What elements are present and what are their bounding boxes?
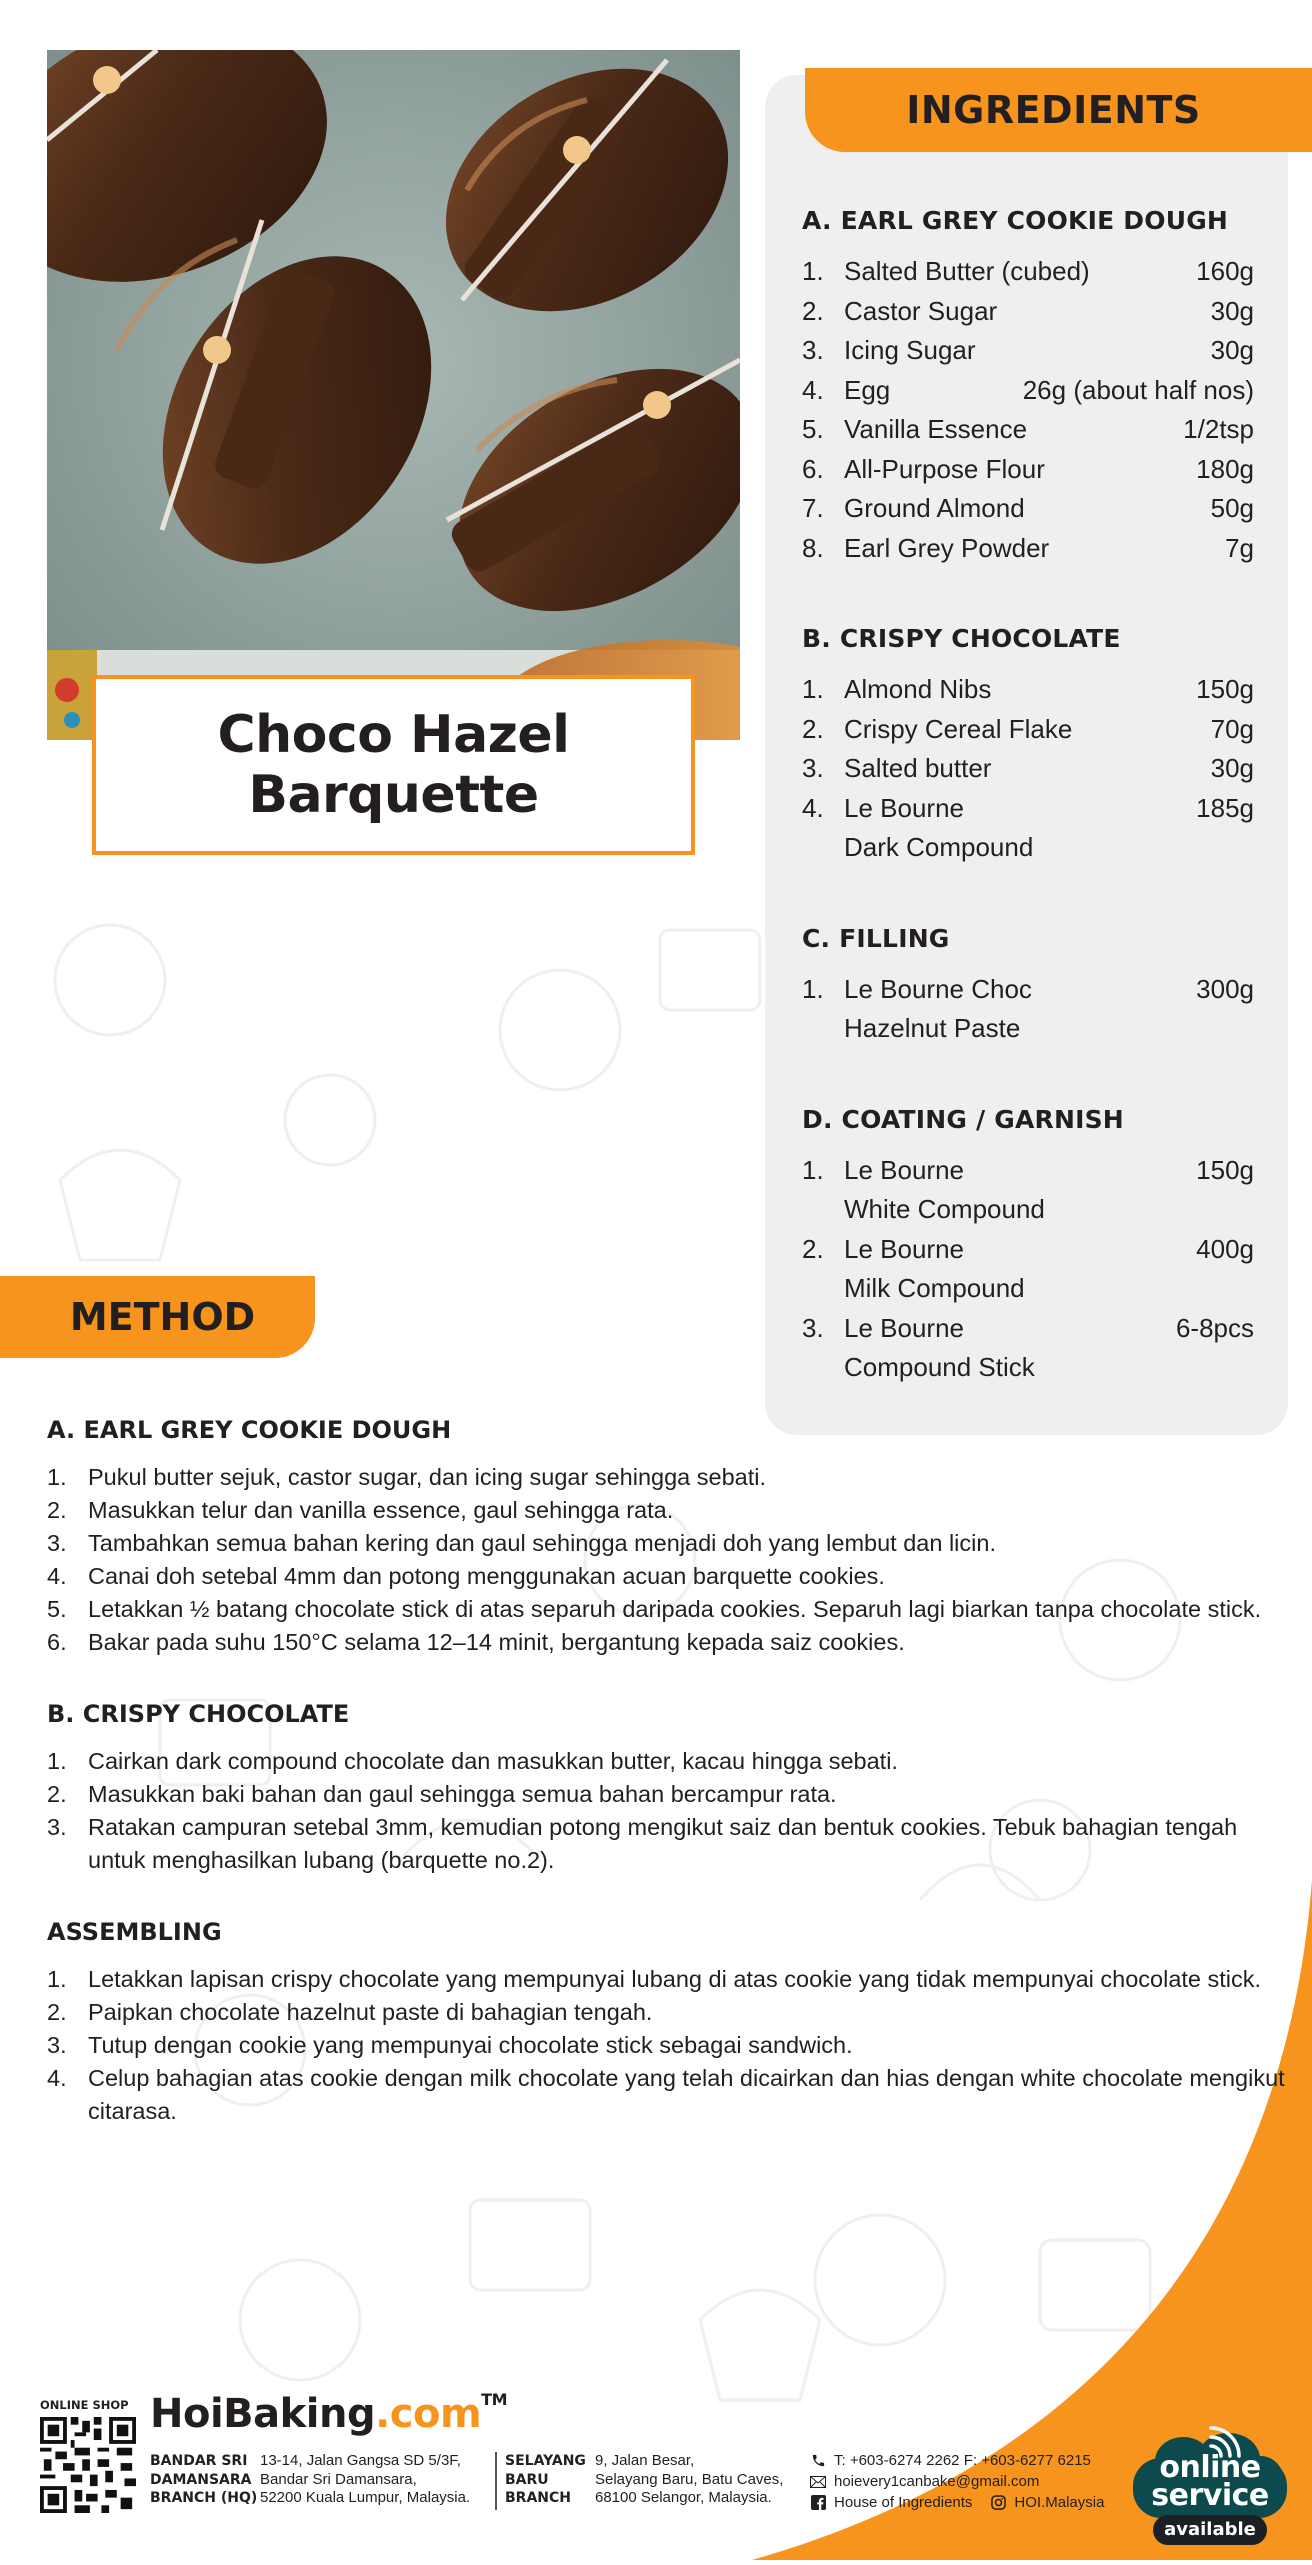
contact-social-row xyxy=(810,2492,1104,2513)
recipe-title-line1: Choco Hazel xyxy=(217,705,570,765)
address-line: 68100 Selangor, Malaysia. xyxy=(595,2489,772,2506)
ingredient-item-continued xyxy=(802,828,1254,868)
ingredient-quantity: 185g xyxy=(1196,792,1254,823)
recipe-title-card xyxy=(92,675,695,855)
branch-name-line: SELAYANG xyxy=(505,2453,586,2469)
step-text: Bakar pada suhu 150°C selama 12–14 minit, bergantung kepada saiz cookies. xyxy=(88,1629,905,1655)
ingredient-number: 4. xyxy=(802,792,824,823)
step-text: Tambahkan semua bahan kering dan gaul sehingga menjadi doh yang lembut dan licin. xyxy=(88,1530,996,1556)
branch-selayang xyxy=(495,2452,783,2510)
ingredient-name: Earl Grey Powder xyxy=(844,532,1050,563)
ingredient-item xyxy=(802,489,1254,529)
step-number: 3. xyxy=(47,1814,67,1840)
ingredient-number: 2. xyxy=(802,1233,824,1264)
method-section xyxy=(47,1405,1297,1659)
branch-hq xyxy=(150,2452,470,2508)
step-number: 1. xyxy=(47,1966,67,1992)
method-section-title: B. CRISPY CHOCOLATE xyxy=(47,1700,350,1728)
branch-name xyxy=(505,2452,595,2510)
ingredient-item xyxy=(802,292,1254,332)
method-step xyxy=(47,1745,1297,1778)
address-line: Bandar Sri Damansara, xyxy=(260,2470,417,2488)
ingredient-quantity: 150g xyxy=(1196,1154,1254,1185)
ingredient-item xyxy=(802,252,1254,292)
ingredient-quantity: 400g xyxy=(1196,1233,1254,1264)
qr-code-icon[interactable] xyxy=(40,2417,136,2513)
branch-address xyxy=(260,2452,470,2508)
method-step xyxy=(47,1626,1297,1659)
ingredient-section xyxy=(802,908,1254,1049)
step-number: 4. xyxy=(47,2065,67,2091)
ingredient-item xyxy=(802,331,1254,371)
branch-name-line: BRANCH (HQ) xyxy=(150,2490,258,2506)
ingredient-item xyxy=(802,529,1254,569)
step-number: 3. xyxy=(47,2032,67,2058)
ingredient-number: 3. xyxy=(802,335,824,365)
ingredient-name-line2: Compound Stick xyxy=(844,1352,1035,1382)
method-step xyxy=(47,2062,1297,2128)
method-step xyxy=(47,1494,1297,1527)
address-line: 13-14, Jalan Gangsa SD 5/3F, xyxy=(260,2452,461,2469)
ingredient-quantity: 160g xyxy=(1196,256,1254,286)
online-shop-label: ONLINE SHOP xyxy=(40,2398,129,2412)
method-step xyxy=(47,1461,1297,1494)
ingredient-item xyxy=(802,1230,1254,1270)
ingredient-name: Castor Sugar xyxy=(844,295,998,326)
step-number: 3. xyxy=(47,1530,67,1556)
ingredient-item xyxy=(802,789,1254,829)
ingredient-name-line2: Hazelnut Paste xyxy=(844,1013,1021,1043)
method-step xyxy=(47,1996,1297,2029)
ingredient-item-continued xyxy=(802,1009,1254,1049)
facebook-icon xyxy=(810,2495,826,2511)
step-number: 4. xyxy=(47,1563,67,1589)
ingredient-name: Vanilla Essence xyxy=(844,414,1028,444)
ingredient-number: 4. xyxy=(802,374,824,405)
step-text: Tutup dengan cookie yang mempunyai chocolate stick sebagai sandwich. xyxy=(88,2032,853,2058)
address-line: 9, Jalan Besar, xyxy=(595,2452,695,2469)
ingredient-quantity: 6-8pcs xyxy=(1175,1312,1254,1343)
branch-name-line: BARU xyxy=(505,2471,549,2488)
method-section xyxy=(47,1689,1297,1877)
contact-info xyxy=(810,2450,1104,2513)
contact-phone-row xyxy=(810,2450,1104,2471)
ingredient-name: Salted Butter (cubed) xyxy=(844,256,1090,286)
badge-line2: service xyxy=(1151,2478,1269,2513)
method-section-title: A. EARL GREY COOKIE DOUGH xyxy=(47,1416,452,1444)
branch-name-line: DAMANSARA xyxy=(150,2471,252,2488)
address-line: Selayang Baru, Batu Caves, xyxy=(595,2470,784,2488)
method-heading: METHOD xyxy=(69,1295,256,1339)
ingredient-section-title: C. FILLING xyxy=(802,923,950,953)
ingredient-item-continued xyxy=(802,1348,1254,1388)
method-step xyxy=(47,2029,1297,2062)
ingredients-list xyxy=(802,190,1254,1428)
ingredient-number: 1. xyxy=(802,973,824,1004)
footer xyxy=(0,2390,1312,2560)
ingredient-name-line2: Milk Compound xyxy=(844,1273,1025,1303)
badge-line3: available xyxy=(1164,2519,1256,2540)
branch-name-line: BANDAR SRI xyxy=(150,2453,248,2469)
ingredient-item xyxy=(802,970,1254,1010)
ingredient-number: 1. xyxy=(802,256,824,286)
brand-name: HoiBaking xyxy=(150,2391,376,2437)
ingredient-section xyxy=(802,608,1254,868)
ingredient-name: Almond Nibs xyxy=(844,674,992,704)
method-step xyxy=(47,1527,1297,1560)
method-list xyxy=(47,1405,1297,2158)
branch-name-line: BRANCH xyxy=(505,2490,571,2506)
ingredient-section xyxy=(802,190,1254,568)
ingredient-number: 1. xyxy=(802,674,824,704)
address-line: 52200 Kuala Lumpur, Malaysia. xyxy=(260,2489,471,2506)
ingredient-item xyxy=(802,749,1254,789)
ingredient-number: 2. xyxy=(802,295,824,326)
method-step xyxy=(47,1811,1297,1877)
ingredient-name-line2: White Compound xyxy=(844,1194,1045,1224)
ingredient-name: Ground Almond xyxy=(844,493,1025,523)
ingredient-quantity: 70g xyxy=(1210,713,1254,744)
phone-icon xyxy=(810,2453,826,2469)
ingredient-item xyxy=(802,1309,1254,1349)
recipe-title xyxy=(217,705,569,825)
ingredient-quantity: 180g xyxy=(1196,453,1254,484)
ingredient-name: Le Bourne xyxy=(844,792,964,823)
step-text: Ratakan campuran setebal 3mm, kemudian potong mengikut saiz dan bentuk cookies. Tebuk bahagian tengah untuk menghasilkan lubang (barquette no.2). xyxy=(88,1814,1238,1873)
method-step xyxy=(47,1560,1297,1593)
step-number: 1. xyxy=(47,1464,67,1490)
method-step xyxy=(47,1778,1297,1811)
method-section xyxy=(47,1907,1297,2128)
product-photo xyxy=(47,50,740,740)
ingredient-item-continued xyxy=(802,1269,1254,1309)
step-number: 1. xyxy=(47,1748,67,1774)
contact-phone[interactable]: T: +603-6274 2262 F: +603-6277 6215 xyxy=(834,2452,1091,2469)
ingredient-item xyxy=(802,1151,1254,1191)
ingredient-quantity: 26g (about half nos) xyxy=(1022,374,1254,405)
ingredient-name: Crispy Cereal Flake xyxy=(844,713,1073,744)
brand-tld: .com xyxy=(375,2391,482,2437)
ingredients-heading: INGREDIENTS xyxy=(906,88,1201,132)
contact-email-row xyxy=(810,2471,1104,2492)
step-text: Pukul butter sejuk, castor sugar, dan icing sugar sehingga sebati. xyxy=(88,1464,766,1490)
envelope-icon xyxy=(810,2474,826,2490)
ingredient-number: 7. xyxy=(802,493,824,523)
ingredient-quantity: 150g xyxy=(1196,674,1254,704)
ingredient-quantity: 1/2tsp xyxy=(1183,414,1254,444)
step-number: 2. xyxy=(47,1497,67,1523)
method-step xyxy=(47,1593,1297,1626)
ingredient-quantity: 30g xyxy=(1210,753,1254,783)
online-service-badge xyxy=(1125,2420,1295,2550)
recipe-title-line2: Barquette xyxy=(248,765,539,825)
contact-instagram[interactable]: HOI.Malaysia xyxy=(1014,2494,1105,2511)
step-text: Canai doh setebal 4mm dan potong menggunakan acuan barquette cookies. xyxy=(88,1563,885,1589)
step-number: 5. xyxy=(47,1596,67,1622)
ingredient-name: Le Bourne xyxy=(844,1233,964,1264)
branch-name xyxy=(150,2452,260,2508)
ingredient-number: 3. xyxy=(802,1312,824,1343)
step-number: 2. xyxy=(47,1781,67,1807)
ingredient-item xyxy=(802,371,1254,411)
brand-trademark: TM xyxy=(481,2390,507,2409)
ingredient-item xyxy=(802,710,1254,750)
ingredient-name: Icing Sugar xyxy=(844,335,976,365)
ingredient-item xyxy=(802,450,1254,490)
ingredient-section xyxy=(802,1089,1254,1388)
ingredient-item xyxy=(802,670,1254,710)
ingredient-name: All-Purpose Flour xyxy=(844,453,1045,484)
ingredient-number: 2. xyxy=(802,713,824,744)
ingredient-item xyxy=(802,410,1254,450)
step-number: 6. xyxy=(47,1629,67,1655)
ingredient-quantity: 30g xyxy=(1210,335,1254,365)
method-step xyxy=(47,1963,1297,1996)
ingredient-section-title: A. EARL GREY COOKIE DOUGH xyxy=(802,206,1229,235)
ingredient-number: 1. xyxy=(802,1154,824,1185)
ingredient-number: 5. xyxy=(802,414,824,444)
contact-email[interactable]: hoievery1canbake@gmail.com xyxy=(834,2473,1040,2490)
ingredient-name: Le Bourne xyxy=(844,1154,964,1185)
ingredient-number: 3. xyxy=(802,753,824,783)
ingredient-quantity: 30g xyxy=(1210,295,1254,326)
ingredient-name: Le Bourne xyxy=(844,1312,964,1343)
ingredient-name: Salted butter xyxy=(844,753,992,783)
step-number: 2. xyxy=(47,1999,67,2025)
ingredient-number: 6. xyxy=(802,453,824,484)
ingredient-name-line2: Dark Compound xyxy=(844,832,1034,862)
step-text: Letakkan lapisan crispy chocolate yang mempunyai lubang di atas cookie yang tidak mempunyai chocolate stick. xyxy=(88,1966,1262,1992)
badge-line1: online xyxy=(1159,2450,1261,2485)
ingredient-number: 8. xyxy=(802,532,824,563)
step-text: Paipkan chocolate hazelnut paste di bahagian tengah. xyxy=(88,1999,653,2025)
ingredient-name: Egg xyxy=(844,374,891,405)
branch-address xyxy=(595,2452,783,2510)
method-section-title: ASSEMBLING xyxy=(47,1918,222,1946)
ingredient-quantity: 7g xyxy=(1225,532,1254,563)
ingredient-name: Le Bourne Choc xyxy=(844,973,1032,1004)
contact-facebook[interactable]: House of Ingredients xyxy=(834,2494,973,2511)
step-text: Masukkan telur dan vanilla essence, gaul sehingga rata. xyxy=(88,1497,674,1523)
step-text: Masukkan baki bahan dan gaul sehingga semua bahan bercampur rata. xyxy=(88,1781,837,1807)
ingredient-item-continued xyxy=(802,1190,1254,1230)
ingredients-header xyxy=(805,68,1312,152)
step-text: Cairkan dark compound chocolate dan masukkan butter, kacau hingga sebati. xyxy=(88,1748,898,1774)
step-text: Letakkan ½ batang chocolate stick di atas separuh daripada cookies. Separuh lagi biarkan tanpa chocolate stick. xyxy=(88,1596,1262,1622)
ingredient-section-title: D. COATING / GARNISH xyxy=(802,1104,1124,1134)
ingredient-quantity: 50g xyxy=(1210,493,1254,523)
instagram-icon xyxy=(990,2495,1006,2511)
ingredient-quantity: 300g xyxy=(1196,973,1254,1004)
ingredient-section-title: B. CRISPY CHOCOLATE xyxy=(802,624,1121,653)
step-text: Celup bahagian atas cookie dengan milk chocolate yang telah dicairkan dan hias dengan white chocolate mengikut citarasa. xyxy=(88,2065,1285,2124)
brand-logo[interactable] xyxy=(150,2390,507,2437)
method-header xyxy=(0,1276,315,1358)
